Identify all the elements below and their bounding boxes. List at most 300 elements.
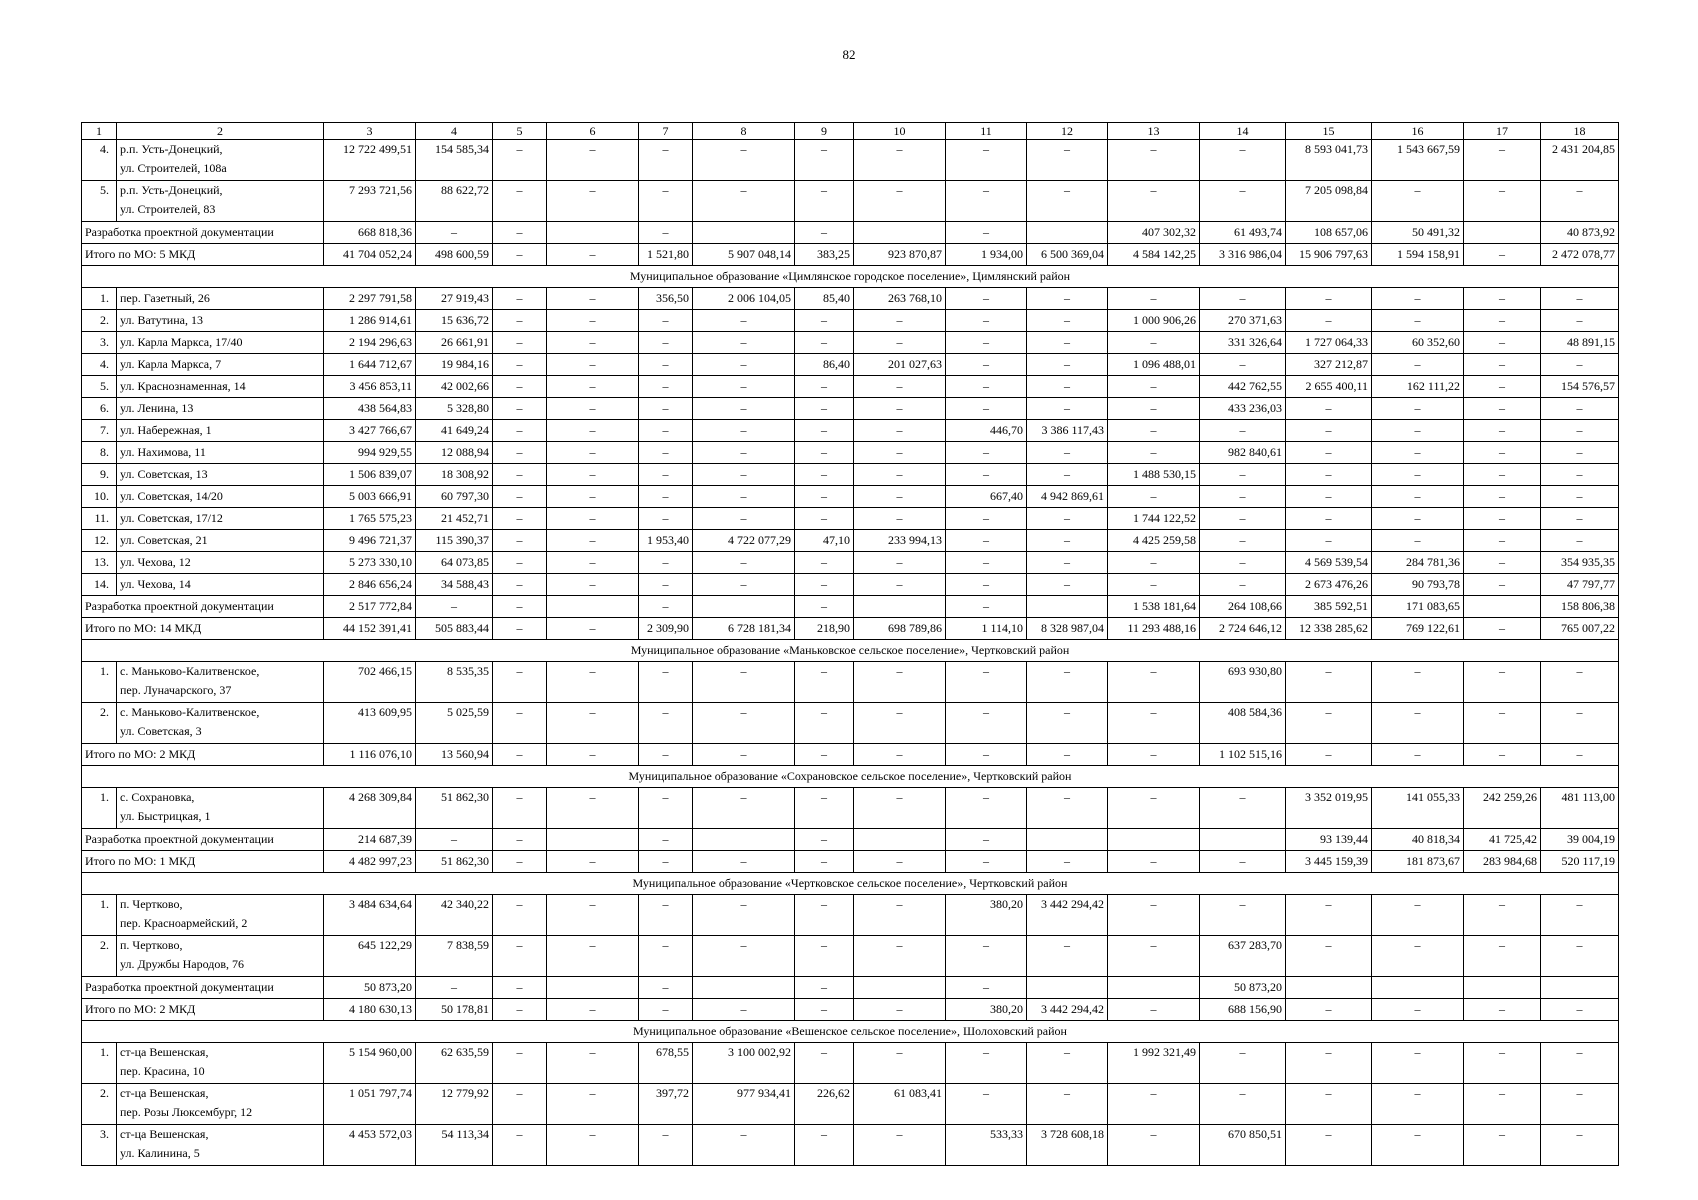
- value-cell: 48 891,15: [1541, 332, 1619, 354]
- value-cell: –: [946, 140, 1027, 181]
- value-cell: 1 051 797,74: [324, 1084, 416, 1125]
- row-number: 7.: [82, 420, 117, 442]
- value-cell: –: [1464, 552, 1541, 574]
- value-cell: –: [1541, 1043, 1619, 1084]
- value-cell: –: [946, 310, 1027, 332]
- value-cell: –: [1027, 181, 1108, 222]
- value-cell: –: [1541, 744, 1619, 766]
- value-cell: –: [1541, 936, 1619, 977]
- value-cell: –: [1200, 420, 1286, 442]
- row-number: 2.: [82, 703, 117, 744]
- value-cell: –: [795, 977, 854, 999]
- value-cell: –: [854, 1125, 946, 1166]
- value-cell: [854, 596, 946, 618]
- value-cell: –: [1286, 420, 1372, 442]
- value-cell: –: [795, 895, 854, 936]
- value-cell: 40 873,92: [1541, 222, 1619, 244]
- value-cell: –: [854, 999, 946, 1021]
- value-cell: –: [547, 1125, 639, 1166]
- value-cell: 4 453 572,03: [324, 1125, 416, 1166]
- value-cell: –: [1027, 354, 1108, 376]
- address-line: ул. Советская, 13: [120, 467, 208, 481]
- value-cell: –: [1541, 1125, 1619, 1166]
- value-cell: [1464, 977, 1541, 999]
- column-number-header: 6: [547, 123, 639, 140]
- value-cell: –: [547, 552, 639, 574]
- value-cell: 62 635,59: [416, 1043, 493, 1084]
- address-cell: [117, 332, 324, 354]
- value-cell: –: [946, 508, 1027, 530]
- table-row: [82, 662, 1619, 703]
- value-cell: 380,20: [946, 895, 1027, 936]
- value-cell: –: [946, 398, 1027, 420]
- value-cell: –: [639, 486, 693, 508]
- value-cell: 1 543 667,59: [1372, 140, 1464, 181]
- value-cell: 2 297 791,58: [324, 288, 416, 310]
- value-cell: –: [854, 662, 946, 703]
- table-row: [82, 376, 1619, 398]
- address-cell: [117, 442, 324, 464]
- address-line: ул. Советская, 17/12: [120, 511, 223, 525]
- value-cell: –: [1286, 662, 1372, 703]
- address-line: пер. Газетный, 26: [120, 291, 210, 305]
- total-row: [82, 618, 1619, 640]
- value-cell: –: [1541, 354, 1619, 376]
- value-cell: –: [1200, 788, 1286, 829]
- value-cell: –: [795, 829, 854, 851]
- value-cell: –: [693, 181, 795, 222]
- value-cell: –: [1464, 376, 1541, 398]
- value-cell: –: [1464, 895, 1541, 936]
- value-cell: 283 984,68: [1464, 851, 1541, 873]
- value-cell: –: [547, 332, 639, 354]
- value-cell: –: [854, 744, 946, 766]
- value-cell: –: [1027, 140, 1108, 181]
- value-cell: 162 111,22: [1372, 376, 1464, 398]
- value-cell: 5 154 960,00: [324, 1043, 416, 1084]
- value-cell: –: [547, 530, 639, 552]
- value-cell: –: [493, 420, 547, 442]
- value-cell: 994 929,55: [324, 442, 416, 464]
- value-cell: 3 316 986,04: [1200, 244, 1286, 266]
- address-line: ул. Быстрицкая, 1: [120, 809, 211, 823]
- value-cell: –: [1541, 999, 1619, 1021]
- value-cell: –: [1027, 398, 1108, 420]
- row-number: 13.: [82, 552, 117, 574]
- row-number: 2.: [82, 310, 117, 332]
- value-cell: –: [493, 140, 547, 181]
- value-cell: –: [1464, 442, 1541, 464]
- value-cell: 769 122,61: [1372, 618, 1464, 640]
- value-cell: –: [639, 829, 693, 851]
- value-cell: 41 704 052,24: [324, 244, 416, 266]
- value-cell: –: [854, 851, 946, 873]
- column-number-header: 16: [1372, 123, 1464, 140]
- row-number: 2.: [82, 1084, 117, 1125]
- value-cell: –: [1027, 376, 1108, 398]
- value-cell: –: [1027, 310, 1108, 332]
- value-cell: –: [1372, 936, 1464, 977]
- table-row: [82, 181, 1619, 222]
- table-row: [82, 574, 1619, 596]
- value-cell: –: [946, 552, 1027, 574]
- value-cell: –: [1108, 744, 1200, 766]
- value-cell: –: [493, 744, 547, 766]
- value-cell: 8 593 041,73: [1286, 140, 1372, 181]
- value-cell: –: [416, 829, 493, 851]
- value-cell: 226,62: [795, 1084, 854, 1125]
- value-cell: [693, 829, 795, 851]
- value-cell: [854, 222, 946, 244]
- section-title: Муниципальное образование «Вешенское сельское поселение», Шолоховский район: [82, 1021, 1619, 1043]
- value-cell: 331 326,64: [1200, 332, 1286, 354]
- value-cell: –: [1541, 1084, 1619, 1125]
- value-cell: –: [1541, 530, 1619, 552]
- value-cell: –: [1464, 1125, 1541, 1166]
- value-cell: –: [693, 1125, 795, 1166]
- table-row: [82, 486, 1619, 508]
- value-cell: 505 883,44: [416, 618, 493, 640]
- value-cell: –: [1200, 1084, 1286, 1125]
- value-cell: –: [1464, 1043, 1541, 1084]
- value-cell: 3 442 294,42: [1027, 999, 1108, 1021]
- column-number-header: 3: [324, 123, 416, 140]
- value-cell: –: [693, 354, 795, 376]
- value-cell: –: [946, 1043, 1027, 1084]
- table-row: [82, 354, 1619, 376]
- value-cell: –: [1200, 552, 1286, 574]
- value-cell: –: [1027, 662, 1108, 703]
- row-number: 6.: [82, 398, 117, 420]
- value-cell: –: [795, 851, 854, 873]
- value-cell: 93 139,44: [1286, 829, 1372, 851]
- value-cell: –: [1286, 398, 1372, 420]
- value-cell: –: [795, 486, 854, 508]
- value-cell: –: [639, 332, 693, 354]
- address-line: ст-ца Вешенская,: [120, 1127, 209, 1141]
- value-cell: –: [493, 895, 547, 936]
- value-cell: –: [493, 464, 547, 486]
- address-line: р.п. Усть-Донецкий,: [120, 142, 223, 156]
- value-cell: –: [1286, 936, 1372, 977]
- value-cell: –: [946, 288, 1027, 310]
- value-cell: [547, 829, 639, 851]
- value-cell: –: [493, 332, 547, 354]
- value-cell: –: [547, 508, 639, 530]
- value-cell: –: [639, 895, 693, 936]
- value-cell: –: [493, 618, 547, 640]
- value-cell: –: [1027, 1043, 1108, 1084]
- value-cell: –: [854, 376, 946, 398]
- row-number: 8.: [82, 442, 117, 464]
- value-cell: –: [1286, 288, 1372, 310]
- value-cell: –: [1372, 354, 1464, 376]
- value-cell: –: [493, 596, 547, 618]
- value-cell: –: [946, 376, 1027, 398]
- column-number-header: 17: [1464, 123, 1541, 140]
- address-line: ул. Карла Маркса, 17/40: [120, 335, 243, 349]
- row-number: 3.: [82, 332, 117, 354]
- value-cell: 1 102 515,16: [1200, 744, 1286, 766]
- row-number: 4.: [82, 140, 117, 181]
- value-cell: –: [639, 744, 693, 766]
- value-cell: 19 984,16: [416, 354, 493, 376]
- value-cell: –: [1108, 662, 1200, 703]
- value-cell: 3 445 159,39: [1286, 851, 1372, 873]
- value-cell: –: [693, 508, 795, 530]
- value-cell: 233 994,13: [854, 530, 946, 552]
- address-line: ст-ца Вешенская,: [120, 1045, 209, 1059]
- value-cell: 8 328 987,04: [1027, 618, 1108, 640]
- column-number-header: 10: [854, 123, 946, 140]
- value-cell: –: [854, 895, 946, 936]
- value-cell: 64 073,85: [416, 552, 493, 574]
- value-cell: –: [1027, 574, 1108, 596]
- value-cell: –: [946, 530, 1027, 552]
- address-cell: [117, 376, 324, 398]
- section-title: Муниципальное образование «Цимлянское городское поселение», Цимлянский район: [82, 266, 1619, 288]
- row-label: Разработка проектной документации: [82, 977, 324, 999]
- value-cell: 90 793,78: [1372, 574, 1464, 596]
- value-cell: –: [946, 574, 1027, 596]
- value-cell: –: [854, 936, 946, 977]
- value-cell: –: [1286, 530, 1372, 552]
- table-row: [82, 552, 1619, 574]
- value-cell: 3 100 002,92: [693, 1043, 795, 1084]
- value-cell: –: [1108, 442, 1200, 464]
- value-cell: –: [1372, 1125, 1464, 1166]
- row-number: 12.: [82, 530, 117, 552]
- value-cell: 356,50: [639, 288, 693, 310]
- value-cell: –: [1200, 851, 1286, 873]
- value-cell: –: [1108, 1084, 1200, 1125]
- value-cell: –: [493, 552, 547, 574]
- value-cell: –: [1286, 999, 1372, 1021]
- value-cell: –: [795, 310, 854, 332]
- value-cell: –: [795, 1125, 854, 1166]
- value-cell: –: [693, 486, 795, 508]
- value-cell: –: [639, 936, 693, 977]
- value-cell: –: [693, 376, 795, 398]
- value-cell: –: [1108, 398, 1200, 420]
- value-cell: –: [1464, 398, 1541, 420]
- value-cell: –: [1286, 1125, 1372, 1166]
- value-cell: –: [795, 703, 854, 744]
- value-cell: –: [1464, 310, 1541, 332]
- section-header-row: [82, 640, 1619, 662]
- value-cell: –: [639, 552, 693, 574]
- value-cell: –: [493, 1125, 547, 1166]
- value-cell: –: [1541, 181, 1619, 222]
- value-cell: –: [1027, 288, 1108, 310]
- value-cell: –: [946, 354, 1027, 376]
- value-cell: 7 205 098,84: [1286, 181, 1372, 222]
- value-cell: –: [1108, 703, 1200, 744]
- value-cell: 1 992 321,49: [1108, 1043, 1200, 1084]
- value-cell: –: [1200, 354, 1286, 376]
- value-cell: –: [1200, 486, 1286, 508]
- value-cell: –: [1027, 788, 1108, 829]
- value-cell: –: [1027, 1084, 1108, 1125]
- address-line: ул. Дружбы Народов, 76: [120, 957, 245, 971]
- value-cell: –: [946, 829, 1027, 851]
- value-cell: –: [493, 288, 547, 310]
- value-cell: 5 907 048,14: [693, 244, 795, 266]
- value-cell: –: [493, 977, 547, 999]
- value-cell: –: [1200, 895, 1286, 936]
- column-number-header: 8: [693, 123, 795, 140]
- value-cell: 12 779,92: [416, 1084, 493, 1125]
- value-cell: 2 431 204,85: [1541, 140, 1619, 181]
- value-cell: –: [1108, 332, 1200, 354]
- row-label: Итого по МО: 2 МКД: [82, 744, 324, 766]
- value-cell: –: [1372, 703, 1464, 744]
- address-cell: [117, 552, 324, 574]
- value-cell: [1027, 222, 1108, 244]
- value-cell: –: [693, 332, 795, 354]
- value-cell: 413 609,95: [324, 703, 416, 744]
- value-cell: –: [854, 552, 946, 574]
- table-row: [82, 703, 1619, 744]
- value-cell: 154 585,34: [416, 140, 493, 181]
- value-cell: –: [493, 703, 547, 744]
- value-cell: 1 727 064,33: [1286, 332, 1372, 354]
- address-line: ул. Ленина, 13: [120, 401, 194, 415]
- value-cell: –: [1027, 442, 1108, 464]
- row-label: Итого по МО: 2 МКД: [82, 999, 324, 1021]
- value-cell: 2 006 104,05: [693, 288, 795, 310]
- value-cell: –: [1027, 851, 1108, 873]
- value-cell: –: [1464, 464, 1541, 486]
- value-cell: –: [1464, 574, 1541, 596]
- value-cell: –: [693, 999, 795, 1021]
- table-row: [82, 936, 1619, 977]
- value-cell: –: [693, 398, 795, 420]
- value-cell: 60 797,30: [416, 486, 493, 508]
- value-cell: –: [547, 398, 639, 420]
- address-cell: [117, 574, 324, 596]
- value-cell: –: [854, 332, 946, 354]
- value-cell: –: [1108, 851, 1200, 873]
- value-cell: –: [795, 398, 854, 420]
- address-line: ул. Советская, 21: [120, 533, 208, 547]
- value-cell: 181 873,67: [1372, 851, 1464, 873]
- table-row: [82, 140, 1619, 181]
- value-cell: 2 472 078,77: [1541, 244, 1619, 266]
- value-cell: –: [1372, 464, 1464, 486]
- address-cell: [117, 936, 324, 977]
- value-cell: 2 309,90: [639, 618, 693, 640]
- value-cell: 54 113,34: [416, 1125, 493, 1166]
- address-line: с. Маньково-Калитвенское,: [120, 705, 260, 719]
- value-cell: –: [493, 376, 547, 398]
- value-cell: –: [693, 442, 795, 464]
- value-cell: –: [1200, 464, 1286, 486]
- address-line: ул. Калинина, 5: [120, 1146, 200, 1160]
- value-cell: –: [547, 181, 639, 222]
- value-cell: –: [639, 596, 693, 618]
- value-cell: –: [1464, 486, 1541, 508]
- value-cell: 11 293 488,16: [1108, 618, 1200, 640]
- value-cell: –: [946, 936, 1027, 977]
- value-cell: 8 535,35: [416, 662, 493, 703]
- value-cell: –: [854, 574, 946, 596]
- value-cell: 41 649,24: [416, 420, 493, 442]
- value-cell: –: [1464, 703, 1541, 744]
- value-cell: –: [493, 354, 547, 376]
- value-cell: –: [1464, 999, 1541, 1021]
- address-line: ул. Краснознаменная, 14: [120, 379, 246, 393]
- value-cell: –: [639, 442, 693, 464]
- value-cell: –: [1464, 744, 1541, 766]
- value-cell: –: [1372, 508, 1464, 530]
- section-header-row: [82, 266, 1619, 288]
- value-cell: –: [1372, 999, 1464, 1021]
- value-cell: –: [854, 486, 946, 508]
- row-number: 1.: [82, 1043, 117, 1084]
- value-cell: 3 442 294,42: [1027, 895, 1108, 936]
- value-cell: 354 935,35: [1541, 552, 1619, 574]
- value-cell: 3 728 608,18: [1027, 1125, 1108, 1166]
- value-cell: –: [854, 703, 946, 744]
- value-cell: 5 328,80: [416, 398, 493, 420]
- value-cell: –: [946, 1084, 1027, 1125]
- column-number-header: 12: [1027, 123, 1108, 140]
- value-cell: 264 108,66: [1200, 596, 1286, 618]
- value-cell: 7 838,59: [416, 936, 493, 977]
- value-cell: –: [493, 310, 547, 332]
- value-cell: 214 687,39: [324, 829, 416, 851]
- value-cell: 637 283,70: [1200, 936, 1286, 977]
- value-cell: –: [795, 222, 854, 244]
- row-number: 9.: [82, 464, 117, 486]
- value-cell: –: [1200, 181, 1286, 222]
- value-cell: –: [854, 508, 946, 530]
- value-cell: 1 744 122,52: [1108, 508, 1200, 530]
- value-cell: –: [639, 464, 693, 486]
- value-cell: –: [1108, 420, 1200, 442]
- value-cell: 2 846 656,24: [324, 574, 416, 596]
- address-cell: [117, 464, 324, 486]
- value-cell: 40 818,34: [1372, 829, 1464, 851]
- value-cell: –: [946, 703, 1027, 744]
- value-cell: –: [547, 486, 639, 508]
- value-cell: –: [493, 851, 547, 873]
- value-cell: 438 564,83: [324, 398, 416, 420]
- value-cell: 520 117,19: [1541, 851, 1619, 873]
- section-title: Муниципальное образование «Чертковское сельское поселение», Чертковский район: [82, 873, 1619, 895]
- table-row: [82, 420, 1619, 442]
- value-cell: 5 003 666,91: [324, 486, 416, 508]
- value-cell: –: [1200, 574, 1286, 596]
- value-cell: 407 302,32: [1108, 222, 1200, 244]
- value-cell: 693 930,80: [1200, 662, 1286, 703]
- value-cell: –: [1541, 398, 1619, 420]
- value-cell: –: [547, 662, 639, 703]
- value-cell: –: [639, 977, 693, 999]
- value-cell: –: [1464, 662, 1541, 703]
- value-cell: [854, 977, 946, 999]
- value-cell: –: [854, 310, 946, 332]
- value-cell: –: [693, 140, 795, 181]
- row-number: 3.: [82, 1125, 117, 1166]
- value-cell: 397,72: [639, 1084, 693, 1125]
- table-row: [82, 895, 1619, 936]
- value-cell: –: [946, 222, 1027, 244]
- value-cell: 380,20: [946, 999, 1027, 1021]
- value-cell: –: [854, 788, 946, 829]
- address-cell: [117, 530, 324, 552]
